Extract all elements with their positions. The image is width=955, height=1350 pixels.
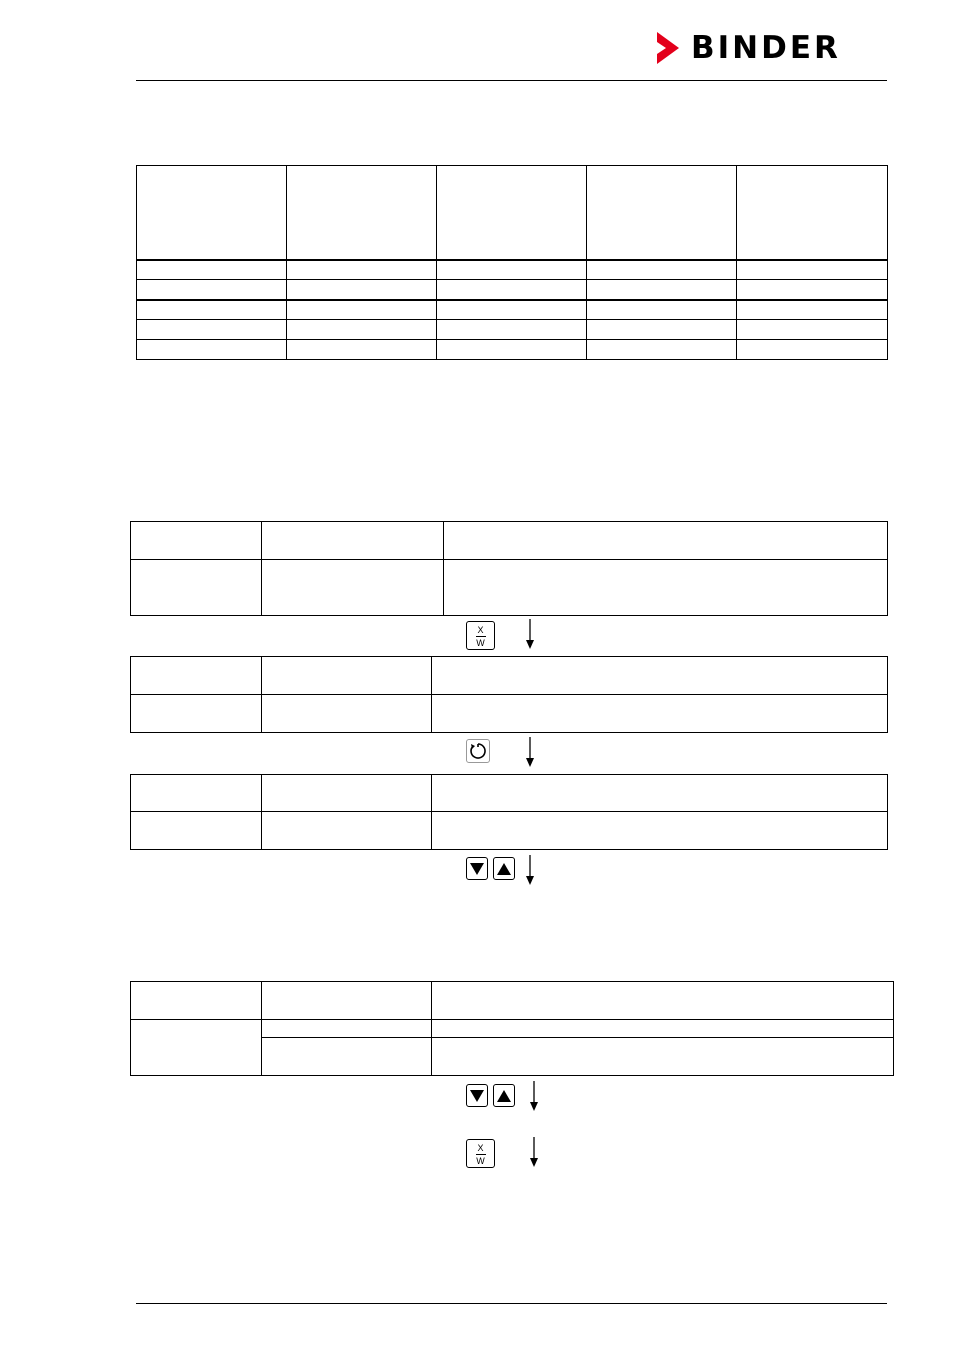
table-row: [131, 1020, 894, 1038]
up-key[interactable]: [493, 1084, 515, 1107]
timer-icon: [467, 740, 489, 762]
table-cell: [131, 1020, 262, 1076]
binder-logo: [655, 30, 890, 66]
table-cell: [432, 982, 894, 1020]
table-cell: [432, 1020, 894, 1038]
table-cell: [587, 280, 737, 300]
arrow-down-icon: [525, 855, 535, 885]
table-row: [137, 340, 888, 360]
table-cell: [287, 166, 437, 260]
up-key[interactable]: [493, 857, 515, 880]
table-cell: [737, 166, 888, 260]
logo-text: BINDER: [691, 30, 841, 66]
table-cell: [137, 166, 287, 260]
arrow-up-icon: [494, 858, 514, 879]
footer-rule: [136, 1303, 887, 1304]
table-cell: [437, 166, 587, 260]
step-table-b: [130, 656, 888, 733]
header-rule: [136, 80, 887, 81]
step-table-a: [130, 521, 888, 616]
table-cell: [587, 166, 737, 260]
table-cell: [444, 522, 888, 560]
table-row: [137, 320, 888, 340]
table-cell: [262, 1020, 432, 1038]
table-cell: [587, 320, 737, 340]
arrow-down-icon: [525, 619, 535, 649]
settings-table-1: [136, 165, 888, 360]
table-cell: [432, 775, 888, 812]
arrow-down-icon: [529, 1137, 539, 1167]
table-cell: [137, 300, 287, 320]
table-cell: [262, 982, 432, 1020]
table-cell: [262, 560, 444, 616]
table-row: [131, 775, 888, 812]
table-cell: [287, 320, 437, 340]
table-cell: [287, 300, 437, 320]
logo-triangle-icon: [655, 30, 681, 66]
table-cell: [737, 260, 888, 280]
table-header-row: [137, 166, 888, 260]
table-cell: [437, 300, 587, 320]
table-cell: [737, 300, 888, 320]
step-table-c: [130, 774, 888, 850]
table-cell: [437, 280, 587, 300]
table-cell: [131, 657, 262, 695]
table-cell: [137, 280, 287, 300]
table-cell: [131, 522, 262, 560]
table-cell: [137, 340, 287, 360]
table-cell: [131, 982, 262, 1020]
table-cell: [737, 340, 888, 360]
down-key[interactable]: [466, 1084, 488, 1107]
table-cell: [131, 695, 262, 733]
arrow-down-icon: [467, 858, 487, 879]
table-cell: [437, 340, 587, 360]
table-cell: [262, 657, 432, 695]
table-cell: [432, 1038, 894, 1076]
table-row: [137, 300, 888, 320]
table-row: [131, 812, 888, 850]
xw-key-x: X: [477, 625, 484, 635]
table-cell: [262, 1038, 432, 1076]
table-cell: [137, 320, 287, 340]
step-table-d: [130, 981, 894, 1076]
arrow-down-icon: [467, 1085, 487, 1106]
xw-key[interactable]: [466, 621, 495, 650]
table-row: [131, 657, 888, 695]
table-cell: [287, 340, 437, 360]
down-key[interactable]: [466, 857, 488, 880]
table-cell: [131, 560, 262, 616]
table-cell: [131, 812, 262, 850]
xw-key-x: X: [477, 1143, 484, 1153]
arrow-down-icon: [525, 737, 535, 767]
table-row: [131, 522, 888, 560]
table-cell: [737, 320, 888, 340]
table-cell: [587, 260, 737, 280]
table-cell: [587, 300, 737, 320]
arrow-up-icon: [494, 1085, 514, 1106]
table-cell: [432, 812, 888, 850]
table-row: [131, 560, 888, 616]
arrow-down-icon: [529, 1081, 539, 1111]
table-cell: [287, 260, 437, 280]
table-row: [137, 260, 888, 280]
table-cell: [137, 260, 287, 280]
table-cell: [432, 657, 888, 695]
table-cell: [437, 320, 587, 340]
table-cell: [432, 695, 888, 733]
table-cell: [131, 775, 262, 812]
xw-key-w: W: [476, 638, 485, 648]
timer-key[interactable]: [466, 739, 490, 763]
xw-key[interactable]: [466, 1139, 495, 1168]
xw-key-w: W: [476, 1156, 485, 1166]
table-row: [137, 280, 888, 300]
table-cell: [437, 260, 587, 280]
table-cell: [262, 522, 444, 560]
table-cell: [737, 280, 888, 300]
table-cell: [262, 812, 432, 850]
table-cell: [262, 775, 432, 812]
table-row: [131, 695, 888, 733]
table-cell: [262, 695, 432, 733]
table-row: [131, 982, 894, 1020]
table-cell: [444, 560, 888, 616]
table-cell: [287, 280, 437, 300]
table-cell: [587, 340, 737, 360]
